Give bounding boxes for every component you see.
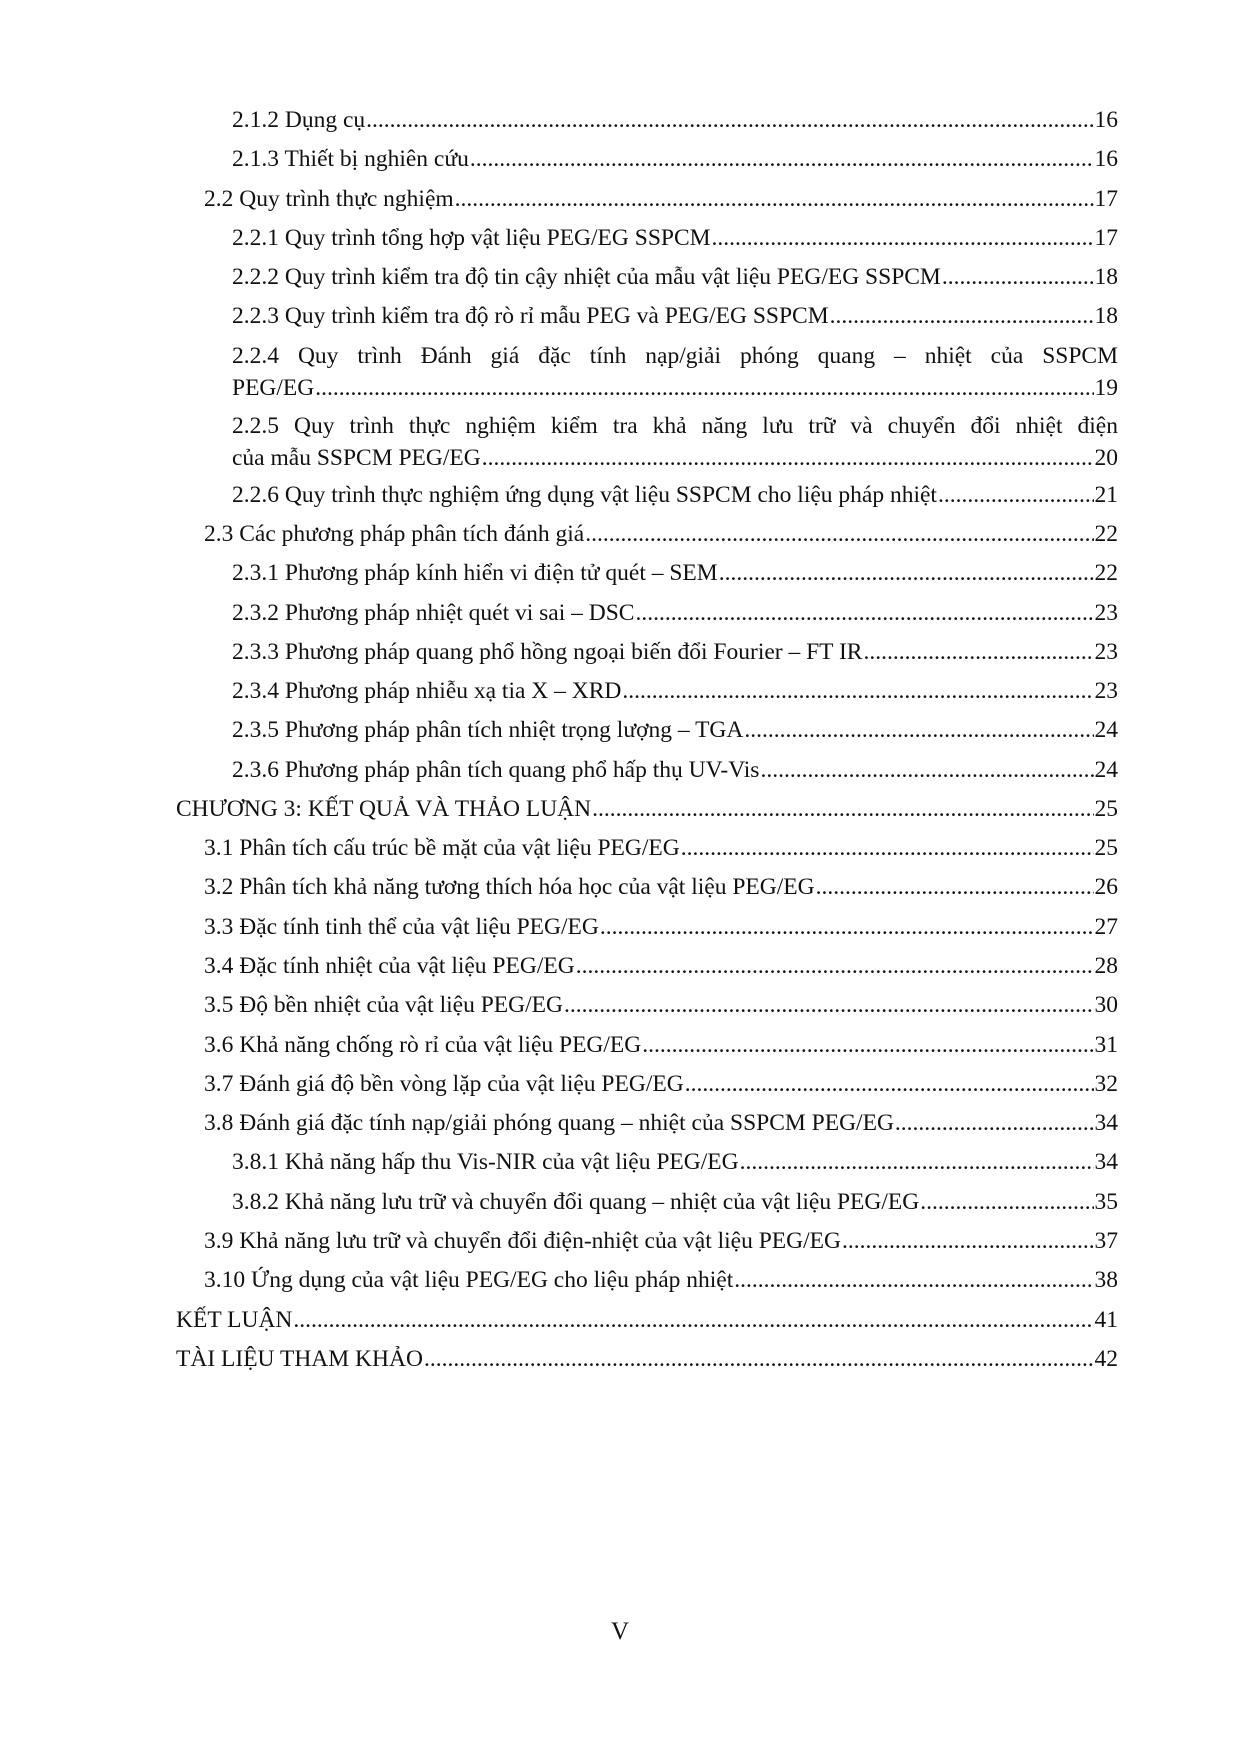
page-number: 27 — [1094, 914, 1118, 940]
toc-entry[interactable]: 2.3.2 Phương pháp nhiệt quét vi sai – DSC ..... 23 — [232, 597, 1118, 629]
page-number: 23 — [1094, 639, 1118, 665]
page-number: 28 — [1094, 953, 1118, 979]
toc-entry[interactable]: 2.2.3 Quy trình kiểm tra độ rò rỉ mẫu PEG và PEG/EG SSPCM ..... 18 — [232, 300, 1118, 332]
toc-entry[interactable]: 3.5 Độ bền nhiệt của vật liệu PEG/EG ..... 30 — [204, 989, 1118, 1021]
page-number: 22 — [1094, 560, 1118, 586]
toc-entry[interactable]: 2.2.6 Quy trình thực nghiệm ứng dụng vật liệu SSPCM cho liệu pháp nhiệt ..... 21 — [232, 479, 1118, 511]
page-number: 31 — [1094, 1032, 1118, 1058]
page-number: 16 — [1094, 107, 1118, 133]
page-number: 42 — [1094, 1346, 1118, 1372]
page-number: 26 — [1094, 874, 1118, 900]
toc-entry[interactable]: 3.8.2 Khả năng lưu trữ và chuyển đổi quang – nhiệt của vật liệu PEG/EG ..... 35 — [232, 1186, 1118, 1218]
toc-entry[interactable]: 3.4 Đặc tính nhiệt của vật liệu PEG/EG ..... 28 — [204, 950, 1118, 982]
toc-entry[interactable]: 2.2.2 Quy trình kiểm tra độ tin cậy nhiệt của mẫu vật liệu PEG/EG SSPCM ..... 18 — [232, 261, 1118, 293]
page-number: 16 — [1094, 146, 1118, 172]
page-number: 18 — [1094, 264, 1118, 290]
page-number: 34 — [1094, 1149, 1118, 1175]
toc-entry[interactable]: 3.9 Khả năng lưu trữ và chuyển đổi điện-nhiệt của vật liệu PEG/EG ..... 37 — [204, 1225, 1118, 1257]
page-number: 20 — [1094, 445, 1118, 471]
page-number: 17 — [1094, 186, 1118, 212]
toc-entry[interactable]: 2.3.5 Phương pháp phân tích nhiệt trọng lượng – TGA ..... 24 — [232, 714, 1118, 746]
page-number: 18 — [1094, 303, 1118, 329]
page-number: 24 — [1094, 717, 1118, 743]
page-number: 23 — [1094, 678, 1118, 704]
toc-entry[interactable]: 2.3.4 Phương pháp nhiễu xạ tia X – XRD ..... 23 — [232, 675, 1118, 707]
page-number: 38 — [1094, 1267, 1118, 1293]
toc-entry[interactable]: 2.2.4 Quy trình Đánh giá đặc tính nạp/giải phóng quang – nhiệt của SSPCM PEG/EG ..... 19 — [232, 340, 1118, 404]
page-number: 32 — [1094, 1071, 1118, 1097]
page-footer-number: V — [610, 1618, 630, 1645]
page-number: 22 — [1094, 521, 1118, 547]
toc-entry[interactable]: 2.1.3 Thiết bị nghiên cứu ..... 16 — [232, 143, 1118, 175]
toc-entry[interactable]: 2.3.3 Phương pháp quang phổ hồng ngoại biến đổi Fourier – FT IR ..... 23 — [232, 636, 1118, 668]
page-number: 17 — [1094, 225, 1118, 251]
toc-entry[interactable]: 3.8 Đánh giá đặc tính nạp/giải phóng quang – nhiệt của SSPCM PEG/EG ..... 34 — [204, 1107, 1118, 1139]
toc-entry[interactable]: 3.8.1 Khả năng hấp thu Vis-NIR của vật liệu PEG/EG ..... 34 — [232, 1146, 1118, 1178]
toc-entry[interactable]: 3.7 Đánh giá độ bền vòng lặp của vật liệu PEG/EG ..... 32 — [204, 1068, 1118, 1100]
toc-entry[interactable]: 2.2 Quy trình thực nghiệm ..... 17 — [204, 183, 1118, 215]
toc-entry[interactable]: 2.3 Các phương pháp phân tích đánh giá ..... 22 — [204, 518, 1118, 550]
page-number: 25 — [1094, 796, 1118, 822]
toc-entry[interactable]: 2.3.6 Phương pháp phân tích quang phổ hấp thụ UV-Vis ..... 24 — [232, 754, 1118, 786]
page-number: 25 — [1094, 835, 1118, 861]
page-number: 34 — [1094, 1110, 1118, 1136]
toc-chapter-entry[interactable]: TÀI LIỆU THAM KHẢO ..... 42 — [176, 1343, 1118, 1375]
toc-entry[interactable]: 3.2 Phân tích khả năng tương thích hóa học của vật liệu PEG/EG ..... 26 — [204, 871, 1118, 903]
toc-entry[interactable]: 3.10 Ứng dụng của vật liệu PEG/EG cho liệu pháp nhiệt ..... 38 — [204, 1264, 1118, 1296]
toc-entry[interactable]: 2.3.1 Phương pháp kính hiển vi điện tử quét – SEM ..... 22 — [232, 557, 1118, 589]
page-number: 30 — [1094, 992, 1118, 1018]
page-number: 23 — [1094, 600, 1118, 626]
toc-entry[interactable]: 2.2.5 Quy trình thực nghiệm kiểm tra khả năng lưu trữ và chuyển đổi nhiệt điện của mẫu SSPCM PEG/EG ..... 20 — [232, 410, 1118, 474]
toc-entry[interactable]: 3.3 Đặc tính tinh thể của vật liệu PEG/EG ..... 27 — [204, 911, 1118, 943]
toc-entry[interactable]: 3.1 Phân tích cấu trúc bề mặt của vật liệu PEG/EG ..... 25 — [204, 832, 1118, 864]
page-number: 19 — [1094, 375, 1118, 401]
page-number: 21 — [1094, 482, 1118, 508]
page-number: 37 — [1094, 1228, 1118, 1254]
toc-entry[interactable]: 3.6 Khả năng chống rò rỉ của vật liệu PEG/EG ..... 31 — [204, 1029, 1118, 1061]
page-number: 35 — [1094, 1189, 1118, 1215]
page-number: 24 — [1094, 757, 1118, 783]
toc-entry[interactable]: 2.1.2 Dụng cụ ..... 16 — [232, 104, 1118, 136]
toc-entry[interactable]: 2.2.1 Quy trình tổng hợp vật liệu PEG/EG SSPCM ..... 17 — [232, 222, 1118, 254]
toc-chapter-entry[interactable]: KẾT LUẬN ..... 41 — [176, 1304, 1118, 1336]
page-number: 41 — [1094, 1307, 1118, 1333]
toc-chapter-entry[interactable]: CHƯƠNG 3: KẾT QUẢ VÀ THẢO LUẬN ..... 25 — [176, 793, 1118, 825]
